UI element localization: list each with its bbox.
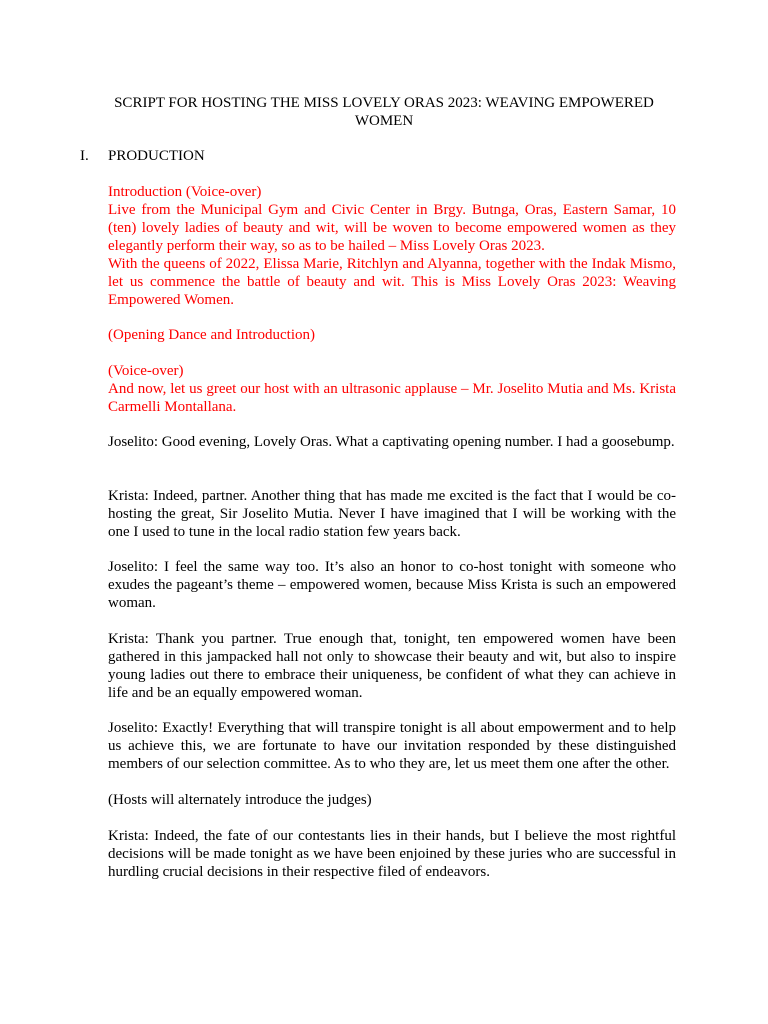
section-heading <box>80 147 205 165</box>
section-label: PRODUCTION <box>108 148 205 164</box>
dialogue-krista-3: Krista: Indeed, the fate of our contestants lies in their hands, but I believe the most rightful decisions will be made tonight as we have been enjoined by these juries who are successful in hurdling crucial decisions in their respective filed of endeavors. <box>108 828 676 880</box>
dialogue-krista-2: Krista: Thank you partner. True enough that, tonight, ten empowered women have been gathered in this jampacked hall not only to showcase their beauty and wit, but also to inspire young ladies out there to embrace their uniqueness, be confident of what they can achieve in life and be an equally empowered woman. <box>108 631 676 701</box>
introduction-block <box>108 183 676 309</box>
dialogue-joselito-1: Joselito: Good evening, Lovely Oras. What a captivating opening number. I had a goosebump. <box>108 434 675 450</box>
intro-text-2: With the queens of 2022, Elissa Marie, Ritchlyn and Alyanna, together with the Indak Mismo, let us commence the battle of beauty and wit. This is Miss Lovely Oras 2023: Weaving Empowered Women. <box>108 256 676 308</box>
dialogue-joselito-3: Joselito: Exactly! Everything that will transpire tonight is all about empowerment and to help us achieve this, we are fortunate to have our invitation responded by these distinguished members of our selection committee. As to who they are, let us meet them one after the other. <box>108 720 676 772</box>
opening-dance-note: (Opening Dance and Introduction) <box>108 327 316 343</box>
section-number: I. <box>80 148 89 164</box>
voiceover-text: And now, let us greet our host with an ultrasonic applause – Mr. Joselito Mutia and Ms. Krista Carmelli Montallana. <box>108 381 676 415</box>
hosts-note: (Hosts will alternately introduce the judges) <box>108 792 372 808</box>
intro-heading: Introduction (Voice-over) <box>108 184 262 200</box>
document-title: SCRIPT FOR HOSTING THE MISS LOVELY ORAS 2023: WEAVING EMPOWERED WOMEN <box>114 95 654 129</box>
voiceover-label: (Voice-over) <box>108 363 184 379</box>
voiceover-block <box>108 362 676 416</box>
intro-text-1: Live from the Municipal Gym and Civic Center in Brgy. Butnga, Oras, Eastern Samar, 10 (ten) lovely ladies of beauty and wit, will be woven to become empowered women as they elegantly perform their way, so as to be hailed – Miss Lovely Oras 2023. <box>108 202 676 254</box>
dialogue-krista-1: Krista: Indeed, partner. Another thing that has made me excited is the fact that I would be co-hosting the great, Sir Joselito Mutia. Never I have imagined that I will be working with the one I used to tune in the local radio station few years back. <box>108 488 676 540</box>
dialogue-joselito-2: Joselito: I feel the same way too. It’s also an honor to co-host tonight with someone who exudes the pageant’s theme – empowered women, because Miss Krista is such an empowered woman. <box>108 559 676 611</box>
